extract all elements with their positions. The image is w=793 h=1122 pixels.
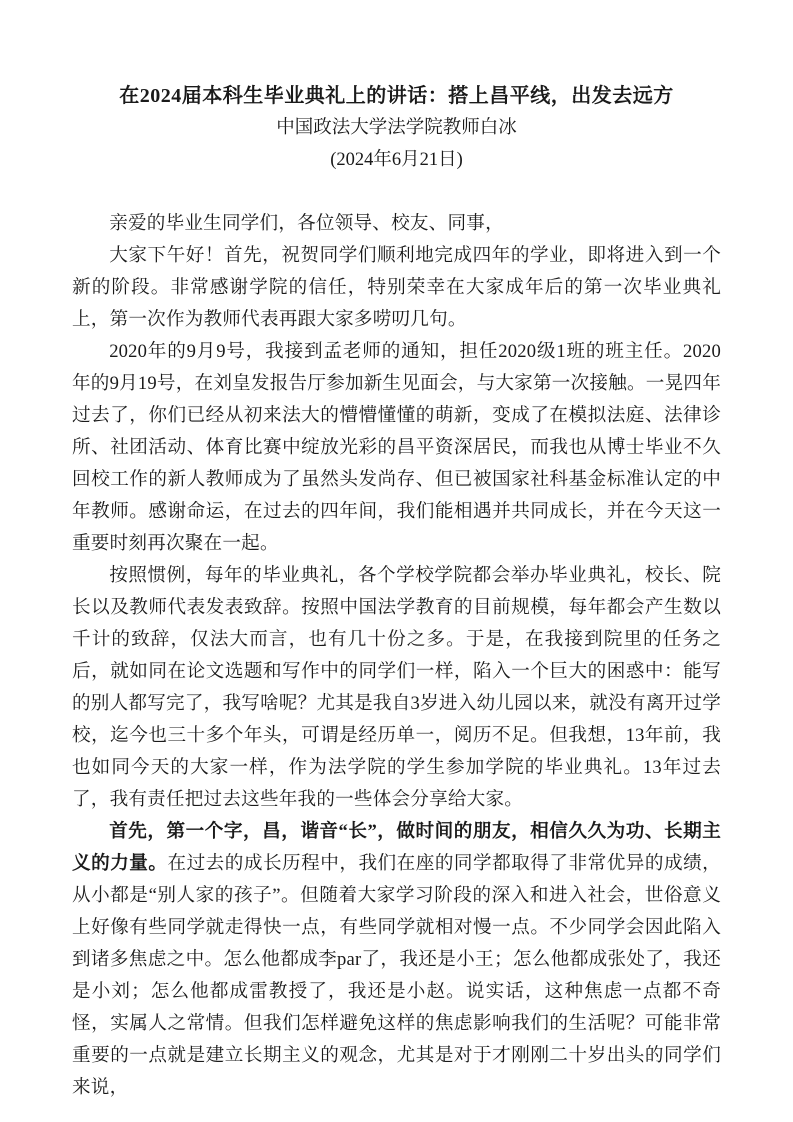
paragraph: 大家下午好！首先，祝贺同学们顺利地完成四年的学业，即将进入到一个新的阶段。非常感谢学院的信任，特别荣幸在大家成年后的第一次毕业典礼上，第一次作为教师代表再跟大家多唠叨几句。 <box>72 245 721 330</box>
document-header <box>72 80 721 176</box>
paragraph: 2020年的9月9号，我接到孟老师的通知，担任2020级1班的班主任。2020年的9月19号，在刘皇发报告厅参加新生见面会，与大家第一次接触。一晃四年过去了，你们已经从初来法大的懵懵懂懂的萌新，变成了在模拟法庭、法律诊所、社团活动、体育比赛中绽放光彩的昌平资深居民，而我也从博士毕业不久回校工作的新人教师成为了虽然头发尚存、但已被国家社科基金标准认定的中年教师。感谢命运，在过去的四年间，我们能相遇并共同成长，并在今天这一重要时刻再次聚在一起。 <box>72 341 721 554</box>
document-byline: 中国政法大学法学院教师白冰 <box>276 118 517 138</box>
document-dateline: (2024年6月21日) <box>330 150 463 170</box>
paragraph-bold-lead: 首先，第一个字，昌，谐音“长”，做时间的朋友，相信久久为功、长期主义的力量。 <box>72 821 721 874</box>
paragraph: 按照惯例，每年的毕业典礼，各个学校学院都会举办毕业典礼，校长、院长以及教师代表发表致辞。按照中国法学教育的目前规模，每年都会产生数以千计的致辞，仅法大而言，也有几十份之多。于是，在我接到院里的任务之后，就如同在论文选题和写作中的同学们一样，陷入一个巨大的困惑中：能写的别人都写完了，我写啥呢？尤其是我自3岁进入幼儿园以来，就没有离开过学校，迄今也三十多个年头，可谓是经历单一，阅历不足。但我想，13年前，我也如同今天的大家一样，作为法学院的学生参加学院的毕业典礼。13年过去了，我有责任把过去这些年我的一些体会分享给大家。 <box>72 565 721 810</box>
document-body <box>72 208 721 1104</box>
document-title: 在2024届本科生毕业典礼上的讲话：搭上昌平线，出发去远方 <box>119 85 674 107</box>
paragraph: 首先，第一个字，昌，谐音“长”，做时间的朋友，相信久久为功、长期主义的力量。在过去的成长历程中，我们在座的同学都取得了非常优异的成绩，从小都是“别人家的孩子”。但随着大家学习阶段的深入和进入社会，世俗意义上好像有些同学就走得快一点，有些同学就相对慢一点。不少同学会因此陷入到诸多焦虑之中。怎么他都成李par了，我还是小王；怎么他都成张处了，我还是小刘；怎么他都成雷教授了，我还是小赵。说实话，这种焦虑一点都不奇怪，实属人之常情。但我们怎样避免这样的焦虑影响我们的生活呢？可能非常重要的一点就是建立长期主义的观念，尤其是对于才刚刚二十岁出头的同学们来说， <box>72 821 721 1098</box>
paragraph: 亲爱的毕业生同学们，各位领导、校友、同事， <box>109 213 504 234</box>
